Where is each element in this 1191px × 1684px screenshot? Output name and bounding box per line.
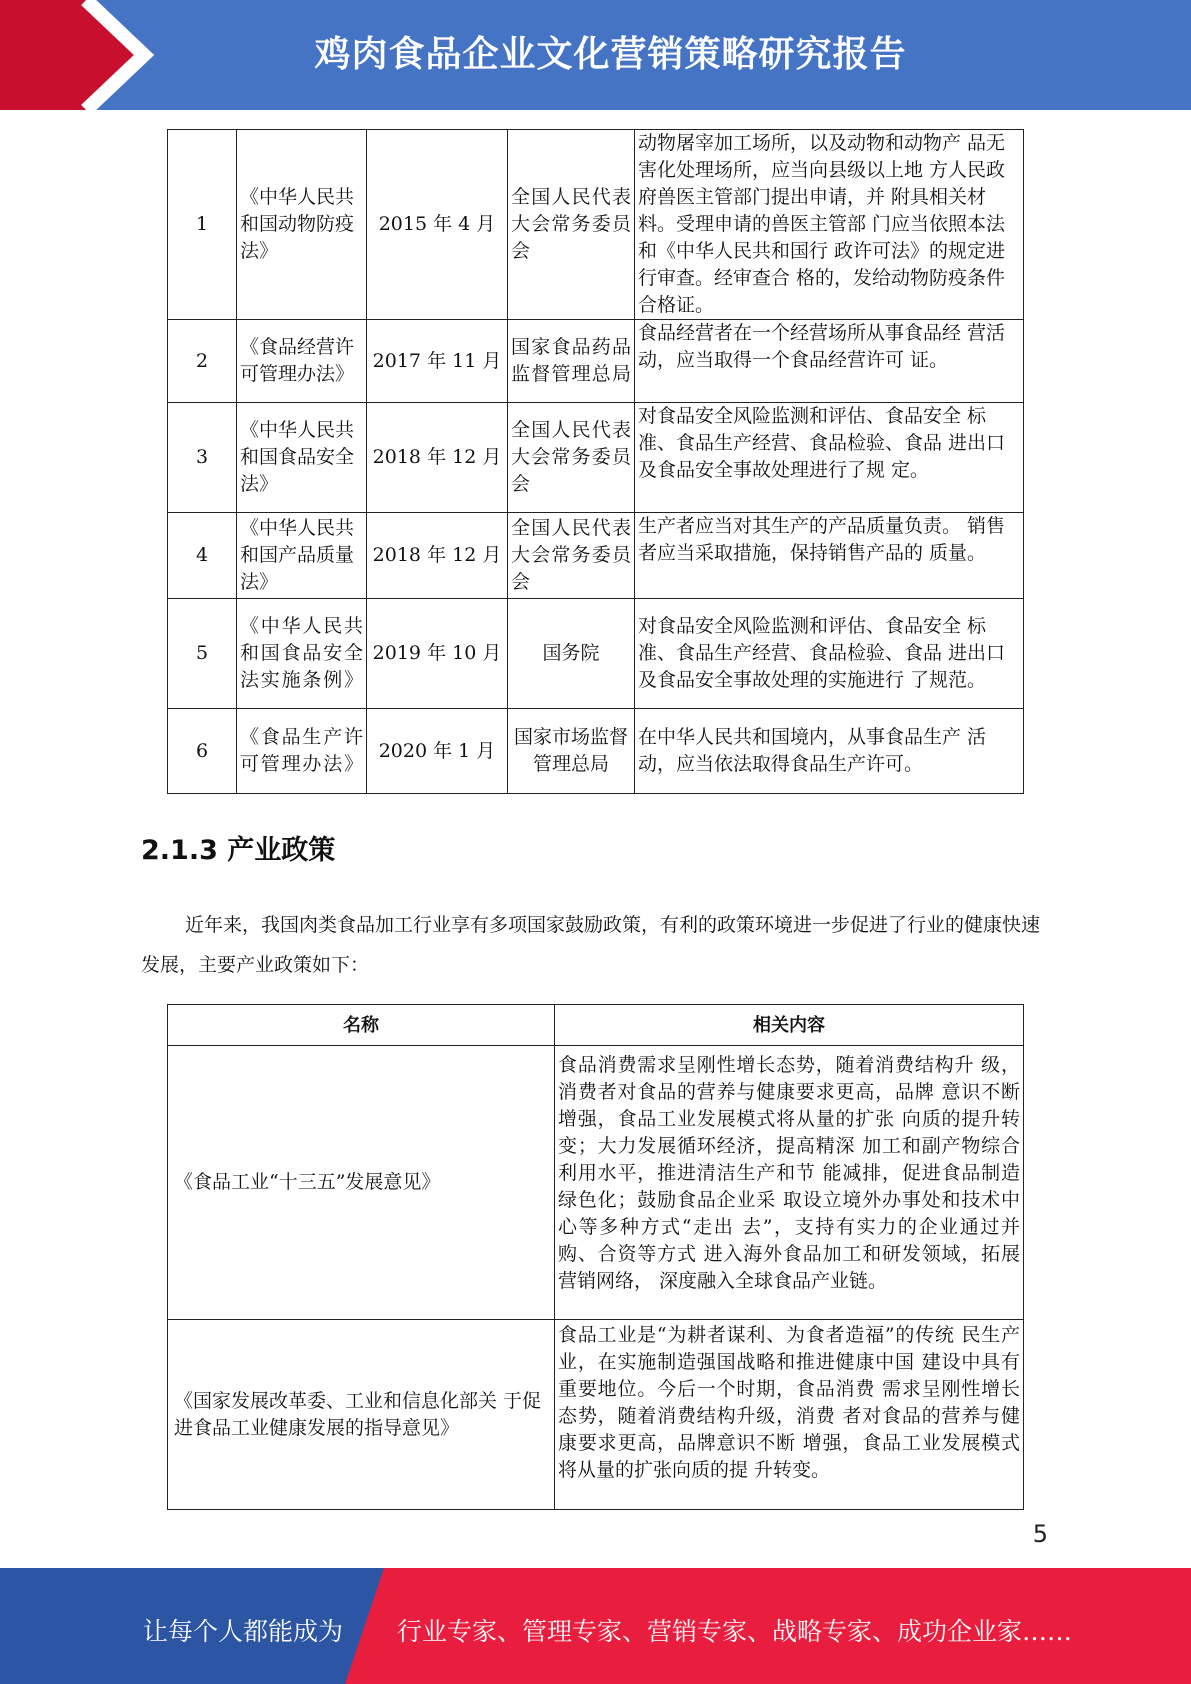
law-date: 2015 年 4 月 xyxy=(367,130,508,320)
law-no: 2 xyxy=(168,320,237,403)
law-org: 国家市场监督管理总局 xyxy=(508,709,635,794)
section-heading: 2.1.3 产业政策 xyxy=(141,835,336,866)
table-row xyxy=(168,513,1024,599)
header-title: 鸡肉食品企业文化营销策略研究报告 xyxy=(314,34,907,75)
law-name: 《中华人民共和国产品质量法》 xyxy=(237,513,367,599)
law-content: 生产者应当对其生产的产品质量负责。 销售者应当采取措施，保持销售产品的 质量。 xyxy=(635,513,1024,599)
page-header xyxy=(0,0,1191,110)
law-date: 2019 年 10 月 xyxy=(367,599,508,709)
table-row xyxy=(168,1046,1024,1320)
table-header-row xyxy=(168,1005,1024,1046)
footer-slogan-left: 让每个人都能成为 xyxy=(143,1617,344,1646)
law-table xyxy=(167,129,1024,794)
law-org: 全国人民代表大会常务委员会 xyxy=(508,403,635,513)
policy-content: 食品消费需求呈刚性增长态势，随着消费结构升 级，消费者对食品的营养与健康要求更高，品牌 意识不断增强，食品工业发展模式将从量的扩张 向质的提升转变；大力发展循环经济，提高精深 加工和副产物综合利用水平，推进清洁生产和节 能减排，促进食品制造绿色化；鼓励食品企业采 取设立境外办事处和技术中心等多种方式“走出 去”，支持有实力的企业通过并购、合资等方式 进入海外食品加工和研发领域，拓展营销网络， 深度融入全球食品产业链。 xyxy=(555,1046,1024,1320)
law-name: 《中华人民共和国动物防疫法》 xyxy=(237,130,367,320)
law-no: 1 xyxy=(168,130,237,320)
law-no: 3 xyxy=(168,403,237,513)
law-date: 2018 年 12 月 xyxy=(367,513,508,599)
table-row xyxy=(168,709,1024,794)
law-content: 在中华人民共和国境内，从事食品生产 活动，应当依法取得食品生产许可。 xyxy=(635,709,1024,794)
law-no: 5 xyxy=(168,599,237,709)
table-row xyxy=(168,130,1024,320)
law-org: 全国人民代表大会常务委员会 xyxy=(508,513,635,599)
law-content: 对食品安全风险监测和评估、食品安全 标准、食品生产经营、食品检验、食品 进出口及食品安全事故处理的实施进行 了规范。 xyxy=(635,599,1024,709)
column-header-content: 相关内容 xyxy=(555,1005,1024,1046)
policy-content: 食品工业是“为耕者谋利、为食者造福”的传统 民生产业，在实施制造强国战略和推进健康中国 建设中具有重要地位。今后一个时期，食品消费 需求呈刚性增长态势，随着消费结构升级，消费 者对食品的营养与健康要求更高，品牌意识不断 增强，食品工业发展模式将从量的扩张向质的提 升转变。 xyxy=(555,1320,1024,1510)
law-org: 国家食品药品监督管理总局 xyxy=(508,320,635,403)
table-row xyxy=(168,1320,1024,1510)
law-name: 《中华人民共和国食品安全法实施条例》 xyxy=(237,599,367,709)
law-name: 《中华人民共和国食品安全法》 xyxy=(237,403,367,513)
policy-table xyxy=(167,1004,1024,1510)
law-org: 国务院 xyxy=(508,599,635,709)
column-header-name: 名称 xyxy=(168,1005,555,1046)
law-name: 《食品生产许可管理办法》 xyxy=(237,709,367,794)
law-name: 《食品经营许可管理办法》 xyxy=(237,320,367,403)
law-no: 6 xyxy=(168,709,237,794)
law-date: 2017 年 11 月 xyxy=(367,320,508,403)
law-content: 对食品安全风险监测和评估、食品安全 标准、食品生产经营、食品检验、食品 进出口及食品安全事故处理进行了规 定。 xyxy=(635,403,1024,513)
law-org: 全国人民代表大会常务委员会 xyxy=(508,130,635,320)
footer-slogan-right: 行业专家、管理专家、营销专家、战略专家、成功企业家…… xyxy=(397,1617,1073,1646)
law-content: 动物屠宰加工场所，以及动物和动物产 品无害化处理场所，应当向县级以上地 方人民政府兽医主管部门提出申请，并 附具相关材料。受理申请的兽医主管部 门应当依照本法和《中华人民共和国行 政许可法》的规定进行审查。经审查合 格的，发给动物防疫条件合格证。 xyxy=(635,130,1024,320)
policy-name: 《食品工业“十三五”发展意见》 xyxy=(168,1046,555,1320)
table-row xyxy=(168,599,1024,709)
law-content: 食品经营者在一个经营场所从事食品经 营活动，应当取得一个食品经营许可 证。 xyxy=(635,320,1024,403)
body-paragraph: 近年来，我国肉类食品加工行业享有多项国家鼓励政策，有利的政策环境进一步促进了行业的健康快速发展，主要产业政策如下： xyxy=(141,914,1041,976)
law-date: 2020 年 1 月 xyxy=(367,709,508,794)
page-number: 5 xyxy=(1032,1520,1048,1548)
table-row xyxy=(168,320,1024,403)
law-no: 4 xyxy=(168,513,237,599)
page-footer xyxy=(0,1568,1191,1684)
table-row xyxy=(168,403,1024,513)
law-date: 2018 年 12 月 xyxy=(367,403,508,513)
policy-name: 《国家发展改革委、工业和信息化部关 于促进食品工业健康发展的指导意见》 xyxy=(168,1320,555,1510)
